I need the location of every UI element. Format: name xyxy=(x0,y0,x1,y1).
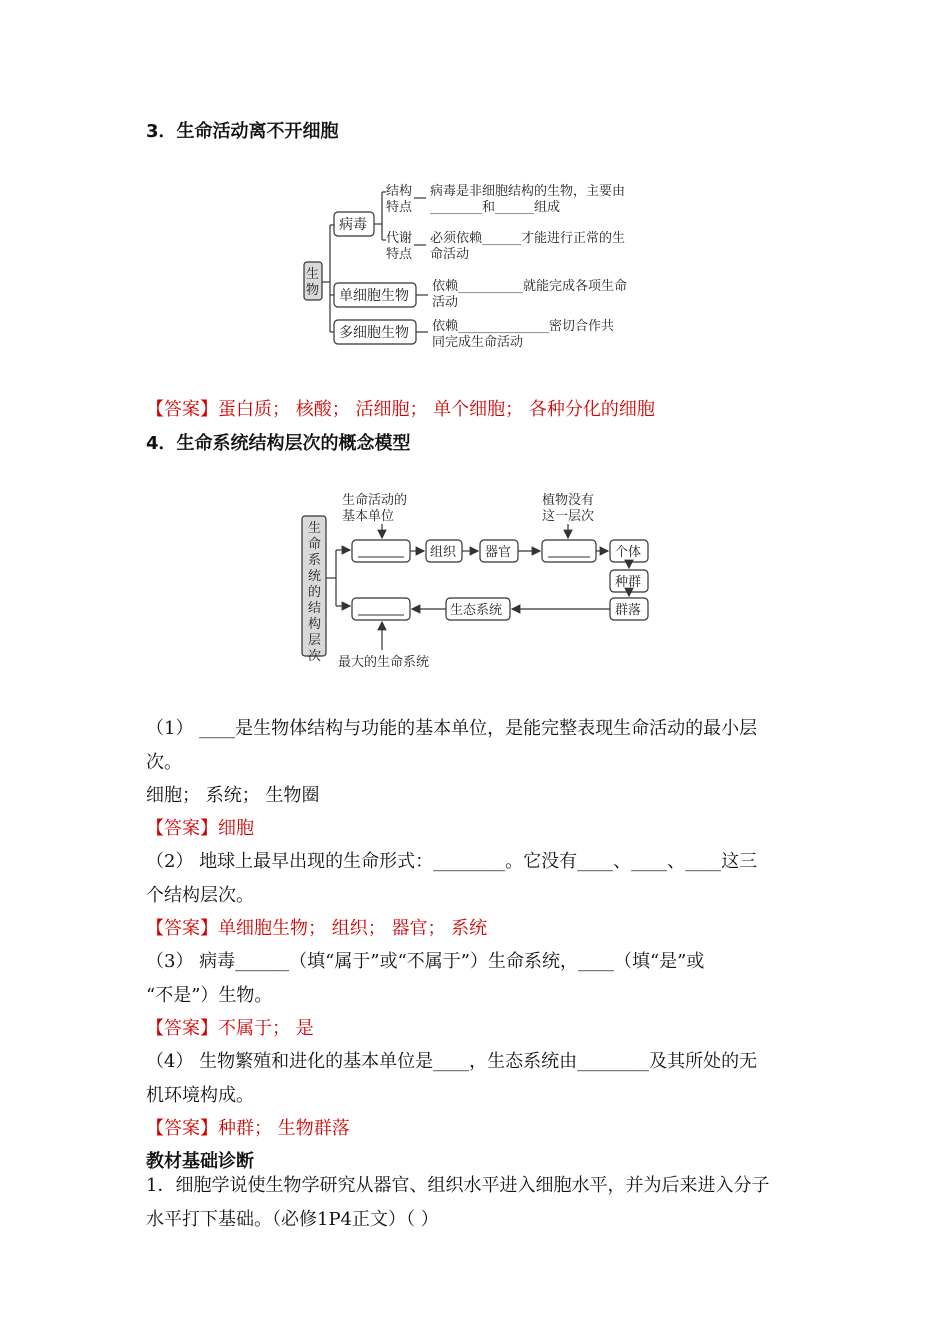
basics-heading: 教材基础诊断 xyxy=(146,1151,254,1172)
struct-label-1: 结构 xyxy=(386,184,413,199)
section4-heading: 4．生命系统结构层次的概念模型 xyxy=(146,433,411,454)
box-tissue: 组织 xyxy=(430,545,457,560)
q2-line1: （2） 地球上最早出现的生命形式：________。它没有____、____、____这三 xyxy=(146,851,758,872)
root-label-2: 物 xyxy=(306,283,320,298)
q1-options: 细胞； 系统； 生物圈 xyxy=(146,785,320,806)
multicell-text-1: 依赖______________密切合作共 xyxy=(432,319,615,334)
meta-label-1: 代谢 xyxy=(386,231,413,246)
answer-q2: 【答案】单细胞生物； 组织； 器官； 系统 xyxy=(146,918,488,939)
multicell-text-2: 同完成生命活动 xyxy=(432,335,524,350)
box-population: 种群 xyxy=(615,575,642,590)
life-system-diagram xyxy=(290,488,670,678)
answer-q4: 【答案】种群； 生物群落 xyxy=(146,1118,350,1139)
section3-heading: 3．生命活动离不开细胞 xyxy=(146,121,339,142)
q4-line2: 机环境构成。 xyxy=(146,1085,254,1106)
box-ecosystem: 生态系统 xyxy=(450,603,503,618)
vlabel-1: 命 xyxy=(308,537,322,552)
vlabel-7: 层 xyxy=(308,633,322,648)
vlabel-4: 的 xyxy=(308,585,322,600)
struct-label-2: 特点 xyxy=(386,200,413,215)
unicell-label: 单细胞生物 xyxy=(339,288,409,304)
organism-diagram xyxy=(290,170,670,360)
struct-text-1: 病毒是非细胞结构的生物，主要由 xyxy=(430,184,626,199)
note-top-right-1: 植物没有 xyxy=(542,493,595,508)
meta-text-2: 命活动 xyxy=(430,247,470,262)
box-organ: 器官 xyxy=(485,545,512,560)
answer-q3: 【答案】不属于； 是 xyxy=(146,1018,314,1039)
meta-label-2: 特点 xyxy=(386,247,413,262)
vlabel-6: 构 xyxy=(308,617,322,632)
basics-item1-line2: 水平打下基础。（必修1P4正文）（ ） xyxy=(146,1209,439,1230)
answer-q1: 【答案】细胞 xyxy=(146,818,254,839)
multicell-label: 多细胞生物 xyxy=(339,325,409,341)
box-individual: 个体 xyxy=(615,545,642,560)
unicell-text-2: 活动 xyxy=(432,295,459,310)
q1-line2: 次。 xyxy=(146,752,182,773)
q3-line1: （3） 病毒______（填“属于”或“不属于”）生命系统，____（填“是”或 xyxy=(146,951,705,972)
note-top-left-1: 生命活动的 xyxy=(342,493,408,508)
q3-line2: “不是”）生物。 xyxy=(146,985,273,1006)
vlabel-2: 系 xyxy=(308,553,322,568)
q4-line1: （4） 生物繁殖和进化的基本单位是____，生态系统由________及其所处的无 xyxy=(146,1051,758,1072)
note-top-right-2: 这一层次 xyxy=(542,509,595,524)
answer-section3: 【答案】蛋白质； 核酸； 活细胞； 单个细胞； 各种分化的细胞 xyxy=(146,399,655,420)
note-top-left-2: 基本单位 xyxy=(342,509,395,524)
virus-label: 病毒 xyxy=(339,217,367,233)
q2-line2: 个结构层次。 xyxy=(146,885,254,906)
unicell-text-1: 依赖__________就能完成各项生命 xyxy=(432,279,628,294)
struct-text-2: ________和______组成 xyxy=(430,200,561,215)
basics-item1-line1: 1．细胞学说使生物学研究从器官、组织水平进入细胞水平，并为后来进入分子 xyxy=(146,1175,770,1196)
root-label-1: 生 xyxy=(306,267,320,282)
vlabel-3: 统 xyxy=(308,569,322,584)
box-community: 群落 xyxy=(615,603,642,618)
vlabel-5: 结 xyxy=(308,601,322,616)
q1-line1: （1） ____是生物体结构与功能的基本单位，是能完整表现生命活动的最小层 xyxy=(146,718,758,739)
note-bottom: 最大的生命系统 xyxy=(338,655,430,670)
vlabel-8: 次 xyxy=(308,649,322,664)
vlabel-0: 生 xyxy=(308,521,322,536)
meta-text-1: 必须依赖______才能进行正常的生 xyxy=(430,231,626,246)
